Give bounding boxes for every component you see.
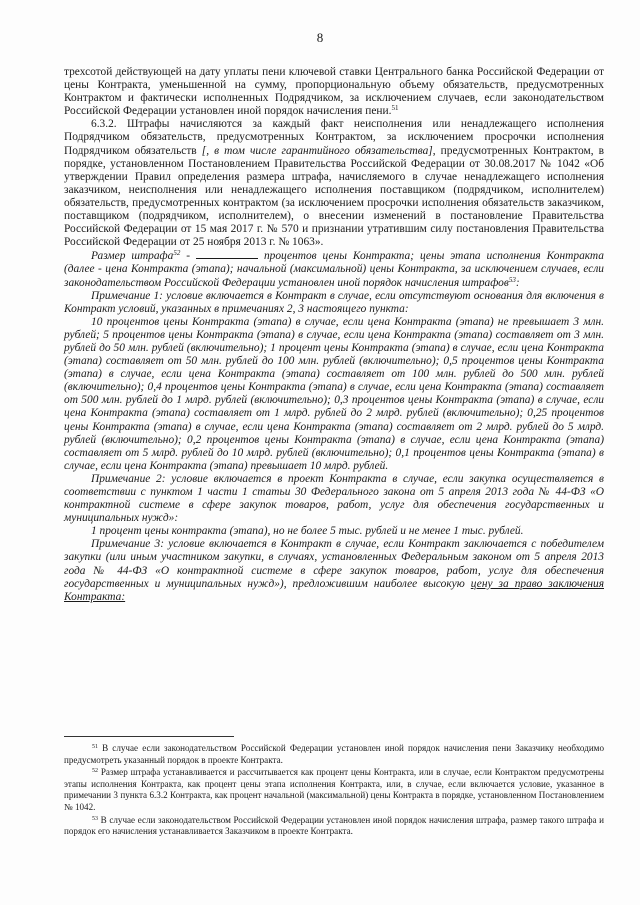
footnote-ref-53[interactable]: 53 [508, 275, 516, 284]
fill-in-blank [196, 249, 258, 259]
paragraph-fine-small: 1 процент цены контракта (этапа), но не более 5 тыс. рублей и не менее 1 тыс. рублей. [91, 525, 524, 538]
paragraph-note-2: Примечание 2: условие включается в проект Контракта в случае, если закупка осуществляется в соответствии с пунктом 1 части 1 статьи 30 Федерального закона от 5 апреля 2013 года № 44-ФЗ «О контрактной системе в сфере закупок товаров, работ, услуг для обеспечения государственных и муниципальных нужд»: [64, 472, 604, 525]
footnote-51: $^{51}$ В случае если законодательством Российской Федерации установлен иной порядок начисления пени Заказчику необходимо предусмотреть указанный порядок в проекте Контракта. [64, 743, 604, 765]
paragraph-note-3: Примечание 3: условие включается в Контракт в случае, если Контракт заключается с победителем закупки (или иным участником закупки, в случаях, установленных Федеральным законом от 5 апреля 2013 года № 44-ФЗ «О контрактной системе в сфере закупок товаров, работ, услуг для обеспечения государственных и муниципальных нужд»), предложившим наиболее высокую цену за право заключения Контракта: [64, 538, 604, 603]
footnote-ref-51[interactable]: 51 [391, 104, 399, 113]
paragraph-note-1: Примечание 1: условие включается в Контракт в случае, если отсутствуют основания для включения в Контракт условий, указанных в примечаниях 2, 3 настоящего пункта: [64, 289, 604, 315]
paragraph-fine-size: Размер штрафа$^{52}$ - процентов цены Контракта; цены этапа исполнения Контракта (далее - цена Контракта (этапа); начальной (максимальной) цены Контракта, за исключением случаев, если законодательством Российской Федерации установлен иной порядок начисления штрафов$^{53}$: [64, 249, 604, 289]
footnote-ref-52[interactable]: 52 [173, 249, 181, 258]
paragraph-penalty-continuation: трехсотой действующей на дату уплаты пени ключевой ставки Центрального банка Российской Федерации от цены Контракта, уменьшенной на сумму, пропорциональную объему обязательств, предусмотренных Контрактом и фактически исполненных Подрядчиком, за исключением случаев, если законодательством Российской Федерации установлен иной порядок начисления пени.$^{51}$ [64, 66, 604, 118]
footnote-separator [64, 736, 234, 737]
page-number: 8 [316, 30, 324, 45]
paragraph-fine-scale: 10 процентов цены Контракта (этапа) в случае, если цена Контракта (этапа) не превышает 3 млн. рублей; 5 процентов цены Контракта (этапа) в случае, если цена Контракта (этапа) составляет от 3 млн. рублей до 50 млн. рублей (включительно); 1 процент цены Контракта (этапа) в случае, если цена Контракта (этапа) составляет от 50 млн. рублей до 100 млн. рублей (включительно); 0,5 процентов цены Контракта (этапа) в случае, если цена Контракта (этапа) составляет от 100 млн. рублей до 500 млн. рублей (включительно); 0,4 процентов цены Контракта (этапа) в случае, если цена Контракта (этапа) составляет от 500 млн. рублей до 1 млрд. рублей (включительно); 0,3 процентов цены Контракта (этапа) в случае, если цена Контракта (этапа) составляет от 1 млрд. рублей до 2 млрд. рублей (включительно); 0,25 процентов цены Контракта (этапа) в случае, если цена Контракта (этапа) составляет от 2 млрд. рублей до 5 млрд. рублей (включительно); 0,2 процентов цены Контракта (этапа) в случае, если цена Контракта (этапа) составляет от 5 млрд. рублей до 10 млрд. рублей (включительно); 0,1 процентов цены Контракта (этапа) в случае, если цена Контракта (этапа) превышает 10 млрд. рублей. [64, 315, 604, 472]
paragraph-6-3-2: 6.3.2. Штрафы начисляются за каждый факт неисполнения или ненадлежащего исполнения Подрядчиком обязательств, предусмотренных Контрактом, за исключением просрочки исполнения Подрядчиком обязательств [, в том числе гарантийного обязательства], предусмотренных Контрактом, в порядке, установленном Постановлением Правительства Российской Федерации от 30.08.2017 № 1042 «Об утверждении Правил определения размера штрафа, начисляемого в случае ненадлежащего исполнения заказчиком, неисполнения или ненадлежащего исполнения поставщиком (подрядчиком, исполнителем) обязательств, предусмотренных контрактом (за исключением просрочки исполнения обязательств заказчиком, поставщиком (подрядчиком, исполнителем), о внесении изменений в постановление Правительства Российской Федерации от 15 мая 2017 г. № 570 и признании утратившим силу постановления Правительства Российской Федерации от 25 ноября 2013 г. № 1063». [64, 118, 605, 249]
footnotes [64, 743, 604, 839]
document-body [64, 66, 604, 604]
footnote-53: $^{53}$ В случае если законодательством Российской Федерации установлен иной порядок начисления штрафа, размер такого штрафа и порядок его начисления устанавливается Заказчиком в проекте Контракта. [64, 814, 604, 837]
footnote-52: $^{52}$ Размер штрафа устанавливается и рассчитывается как процент цены Контракта, или в случае, если Контрактом предусмотрены этапы исполнения Контракта, как процент цены этапа исполнения Контракта, или, в случае, если включается условие, указанное в примечании 3 пункта 6.3.2 Контракта, как процент начальной (максимальной) цены Контракта в порядке, установленном Постановлением № 1042. [64, 767, 604, 812]
